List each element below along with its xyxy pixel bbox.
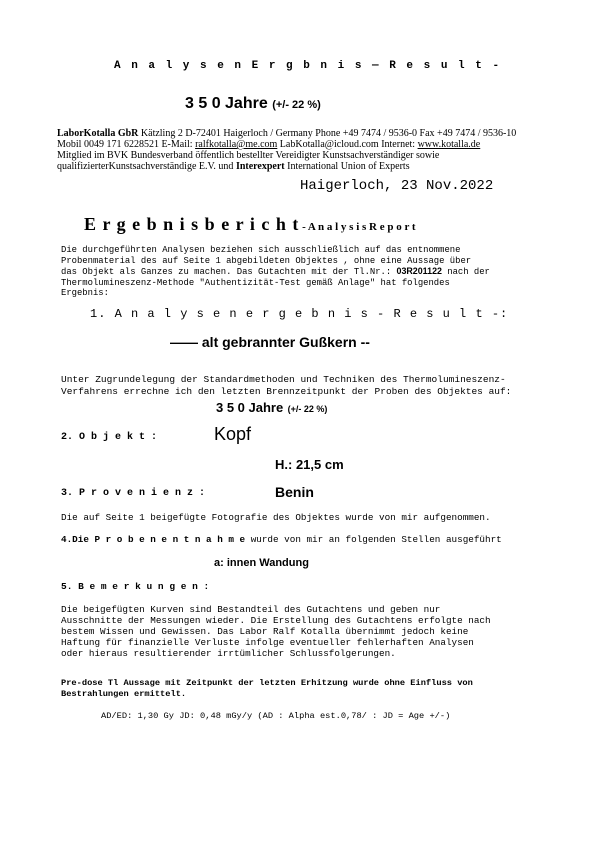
remarks-line: bestem Wissen und Gewissen. Das Labor Ralf Kotalla übernimmt jedoch keine <box>61 626 469 637</box>
place-date: Haigerloch, 23 Nov.2022 <box>300 178 494 194</box>
section1-age-value: 3 5 0 Jahre <box>216 400 284 415</box>
intro-line: Ergebnis: <box>61 288 109 298</box>
letterhead-line-3: Mitglied im BVK Bundesverband öffentlich bestellter Vereidigter Kunstsachverständiger sowie <box>57 150 440 161</box>
section1-age-result <box>216 399 327 417</box>
provenance-value: Benin <box>275 484 314 500</box>
section1-heading: 1. A n a l y s e n e r g e b n i s - R e s u l t -: <box>90 307 509 321</box>
intro-line <box>61 266 490 278</box>
remarks-line: Ausschnitte der Messungen wieder. Die Erstellung des Gutachtens erfolgte nach <box>61 615 491 626</box>
object-height: H.: 21,5 cm <box>275 457 344 472</box>
mobile-label: Mobil 0049 171 6228521 E-Mail: <box>57 139 196 150</box>
section1-result: —— alt gebrannter Gußkern -- <box>170 334 370 350</box>
section5-label: 5. B e m e r k u n g e n : <box>61 581 210 592</box>
website-link[interactable]: www.kotalla.de <box>417 139 481 150</box>
section4-label: 4.Die P r o b e n e n t n a h m e <box>61 534 246 545</box>
document-title: A n a l y s e n E r g b n i s — R e s u l t - <box>114 60 502 72</box>
section1-text <box>61 374 511 398</box>
predose-line: Pre-dose Tl Aussage mit Zeitpunkt der letzten Erhitzung wurde ohne Einfluss von <box>61 678 473 688</box>
letterhead-line-2 <box>57 139 516 150</box>
company-name: LaborKotalla GbR <box>57 128 139 139</box>
section3-label: 3. P r o v e n i e n z : <box>61 488 206 499</box>
header-age-value: 3 5 0 Jahre <box>185 95 268 112</box>
section3-text: Die auf Seite 1 beigefügte Fotografie des Objektes wurde von mir aufgenommen. <box>61 512 491 523</box>
sampling-location: a: innen Wandung <box>214 557 309 569</box>
header-age-result <box>185 95 321 113</box>
section2-label: 2. O b j e k t : <box>61 432 158 443</box>
remarks-line: oder hieraus resultierender irrtümlicher Schlussfolgerungen. <box>61 648 396 659</box>
report-heading <box>84 214 416 235</box>
tl-number: 03R201122 <box>396 266 442 276</box>
letterhead <box>57 128 516 172</box>
report-subtitle: - A n a l y s i s R e p o r t <box>299 221 416 233</box>
report-title: E r g e b n i s b e r i c h t <box>84 214 300 234</box>
intro-paragraph <box>61 245 490 299</box>
intro-text: das Objekt als Ganzes zu machen. Das Gutachten mit der Tl.Nr.: <box>61 267 397 277</box>
intro-line: Probenmaterial des auf Seite 1 abgebildeten Objektes , ohne eine Aussage über <box>61 255 472 266</box>
header-age-tolerance: (+/- 22 %) <box>272 99 321 111</box>
email-link[interactable]: ralfkotalla@me.com <box>195 139 278 150</box>
predose-note <box>61 678 473 700</box>
intro-line: Die durchgeführten Analysen beziehen sich ausschließlich auf das entnommene <box>61 245 461 255</box>
dose-values: AD/ED: 1,30 Gy JD: 0,48 mGy/y (AD : Alpha est.0,78/ : JD = Age +/-) <box>101 711 451 721</box>
remarks-line: Haftung für finanzielle Verluste infolge eventueller fehlerhaften Analysen <box>61 637 474 648</box>
membership-text: qualifizierterKunstsachverständige E.V. und <box>57 161 236 172</box>
object-name: Kopf <box>214 424 252 444</box>
section1-text-line: Verfahrens errechne ich den letzten Brennzeitpunkt der Proben des Objektes auf: <box>61 386 512 397</box>
intro-line: Thermolumineszenz-Methode "Authentizität-Test gemäß Anlage" hat folgendes <box>61 277 450 288</box>
letterhead-line-4 <box>57 161 516 172</box>
interexpert-name: Interexpert <box>235 161 285 172</box>
remarks-paragraph <box>61 604 491 659</box>
section1-age-tolerance: (+/- 22 %) <box>287 404 328 414</box>
section4-line <box>61 534 502 545</box>
remarks-line: Die beigefügten Kurven sind Bestandteil des Gutachtens und geben nur <box>61 604 441 615</box>
interexpert-desc: International Union of Experts <box>284 161 410 172</box>
predose-line: Bestrahlungen ermittelt. <box>61 689 187 699</box>
email2-text: LabKotalla@icloud.com Internet: <box>277 139 418 150</box>
section1-text-line: Unter Zugrundelegung der Standardmethoden und Techniken des Thermolumineszenz- <box>61 374 506 385</box>
letterhead-line-1 <box>57 128 516 139</box>
intro-text: nach der <box>441 267 490 277</box>
section4-text: wurde von mir an folgenden Stellen ausgeführt <box>245 534 502 545</box>
address-phone: Kätzling 2 D-72401 Haigerloch / Germany Phone +49 7474 / 9536-0 Fax +49 7474 / 9536-10 <box>138 128 517 139</box>
